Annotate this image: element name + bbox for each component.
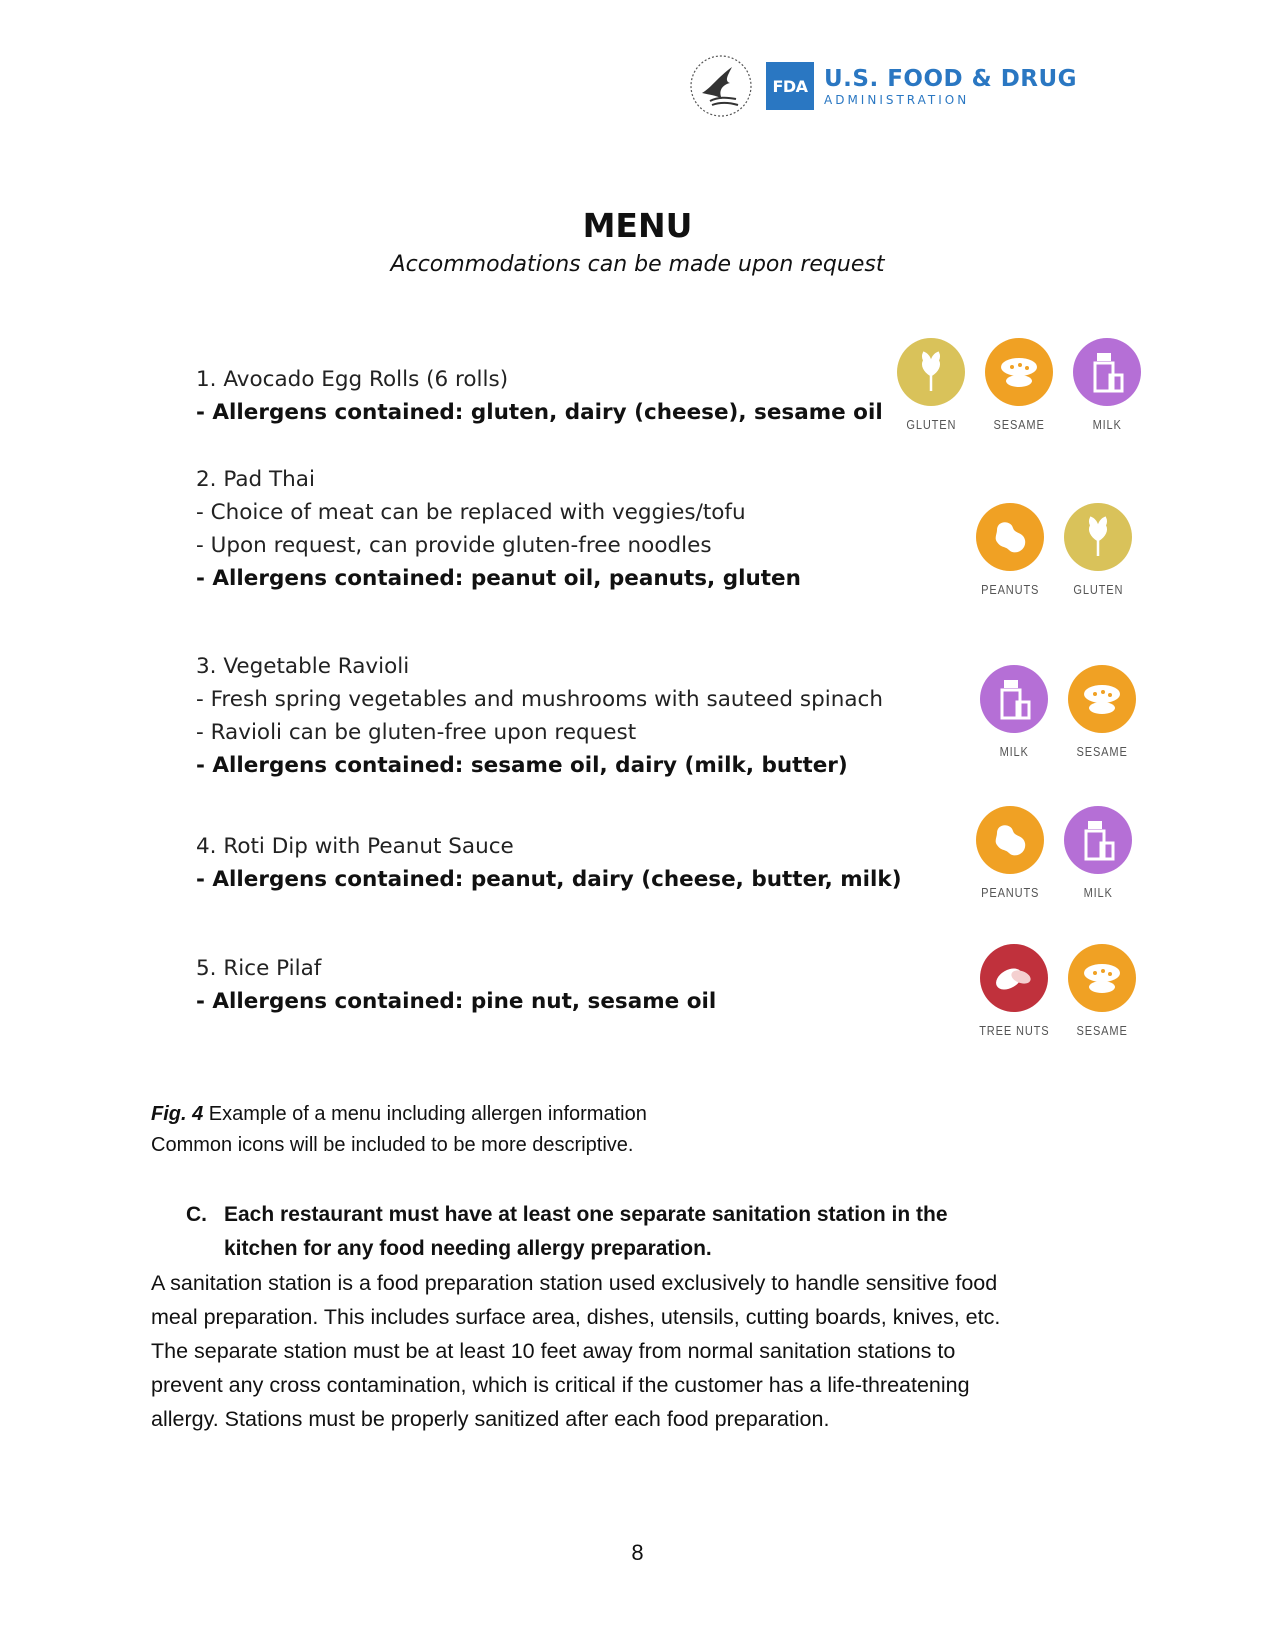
allergen-label: MILK: [1083, 885, 1113, 900]
menu-item-name: 4. Roti Dip with Peanut Sauce: [196, 834, 514, 859]
paragraph-line: prevent any cross contamination, which is critical if the customer has a life-threatening: [151, 1373, 970, 1397]
allergen-label: PEANUTS: [980, 885, 1040, 900]
milk-icon: [979, 664, 1049, 734]
caption-line-1: [151, 1099, 647, 1130]
sesame-icon: [984, 337, 1054, 407]
menu-item-name: 2. Pad Thai: [196, 467, 315, 492]
sesame-icon: [1067, 943, 1137, 1013]
allergen-label: SESAME: [993, 417, 1045, 432]
peanuts-icon: [975, 805, 1045, 875]
section-c-heading: [186, 1198, 1086, 1266]
milk-icon: [1072, 337, 1142, 407]
allergen-label: GLUTEN: [906, 417, 956, 432]
allergen-label: GLUTEN: [1073, 582, 1123, 597]
allergen-icon-group: [966, 805, 1142, 900]
menu-item-name: 5. Rice Pilaf: [196, 956, 322, 981]
allergen-label: MILK: [999, 744, 1029, 759]
allergen-icon-group: [970, 664, 1146, 759]
allergen-milk: [1063, 337, 1151, 432]
allergen-gluten: [1054, 502, 1142, 597]
allergen-milk: [1054, 805, 1142, 900]
milk-icon: [1063, 805, 1133, 875]
menu-item-name: 1. Avocado Egg Rolls (6 rolls): [196, 367, 509, 392]
menu-item-note: - Ravioli can be gluten-free upon request: [196, 720, 637, 745]
page-number: 8: [631, 1540, 644, 1565]
menu-item-note: - Upon request, can provide gluten-free noodles: [196, 533, 712, 558]
caption-text: Example of a menu including allergen information: [203, 1103, 647, 1125]
menu-title: MENU: [582, 206, 693, 245]
caption-line-2: Common icons will be included to be more descriptive.: [151, 1134, 634, 1156]
allergen-label: PEANUTS: [980, 582, 1040, 597]
menu-item: [196, 363, 916, 429]
tree-nuts-icon: [979, 943, 1049, 1013]
menu-item: [196, 830, 916, 896]
menu-item-allergens: - Allergens contained: peanut oil, peanuts, gluten: [196, 566, 801, 591]
section-letter: C.: [186, 1203, 207, 1226]
menu-item-allergens: - Allergens contained: pine nut, sesame oil: [196, 989, 717, 1014]
sesame-icon: [1067, 664, 1137, 734]
paragraph-line: A sanitation station is a food preparation station used exclusively to handle sensitive food: [151, 1271, 998, 1295]
allergen-sesame: [1058, 943, 1146, 1038]
section-c-paragraph: [151, 1266, 1141, 1436]
allergen-label: MILK: [1092, 417, 1122, 432]
allergen-icon-group: [887, 337, 1151, 432]
allergen-tree-nuts: [970, 943, 1058, 1038]
gluten-icon: [896, 337, 966, 407]
fda-header-logo: [688, 56, 1077, 116]
allergen-sesame: [975, 337, 1063, 432]
fda-title: U.S. FOOD & DRUG: [824, 65, 1078, 92]
allergen-gluten: [887, 337, 975, 432]
menu-item: [196, 463, 916, 595]
menu-item-name: 3. Vegetable Ravioli: [196, 654, 410, 679]
paragraph-line: meal preparation. This includes surface area, dishes, utensils, cutting boards, knives, etc.: [151, 1305, 1001, 1329]
fda-subtitle: ADMINISTRATION: [824, 92, 970, 107]
paragraph-line: allergy. Stations must be properly sanitized after each food preparation.: [151, 1407, 830, 1431]
menu-item-allergens: - Allergens contained: peanut, dairy (cheese, butter, milk): [196, 867, 902, 892]
section-heading-line: kitchen for any food needing allergy preparation.: [224, 1237, 712, 1260]
paragraph-line: The separate station must be at least 10 feet away from normal sanitation stations to: [151, 1339, 956, 1363]
menu-item-allergens: - Allergens contained: sesame oil, dairy (milk, butter): [196, 753, 848, 778]
menu-item-note: - Choice of meat can be replaced with veggies/tofu: [196, 500, 746, 525]
allergen-milk: [970, 664, 1058, 759]
figure-label: Fig. 4: [151, 1103, 204, 1125]
menu-item-note: - Fresh spring vegetables and mushrooms with sauteed spinach: [196, 687, 883, 712]
figure-caption: [151, 1099, 647, 1161]
allergen-peanuts: [966, 502, 1054, 597]
menu-item: [196, 952, 916, 1018]
menu-item-allergens: - Allergens contained: gluten, dairy (cheese), sesame oil: [196, 400, 883, 425]
allergen-sesame: [1058, 664, 1146, 759]
peanuts-icon: [975, 502, 1045, 572]
hhs-seal-icon: [688, 53, 754, 119]
menu-item: [196, 650, 916, 782]
fda-logo-box: FDA: [766, 62, 814, 110]
allergen-label: SESAME: [1076, 1023, 1128, 1038]
gluten-icon: [1063, 502, 1133, 572]
fda-wordmark: [824, 66, 1077, 107]
allergen-label: TREE NUTS: [978, 1023, 1050, 1038]
allergen-icon-group: [970, 943, 1146, 1038]
allergen-label: SESAME: [1076, 744, 1128, 759]
menu-subtitle: Accommodations can be made upon request: [390, 252, 885, 277]
allergen-icon-group: [966, 502, 1142, 597]
section-heading-line: Each restaurant must have at least one separate sanitation station in the: [224, 1203, 948, 1226]
allergen-peanuts: [966, 805, 1054, 900]
